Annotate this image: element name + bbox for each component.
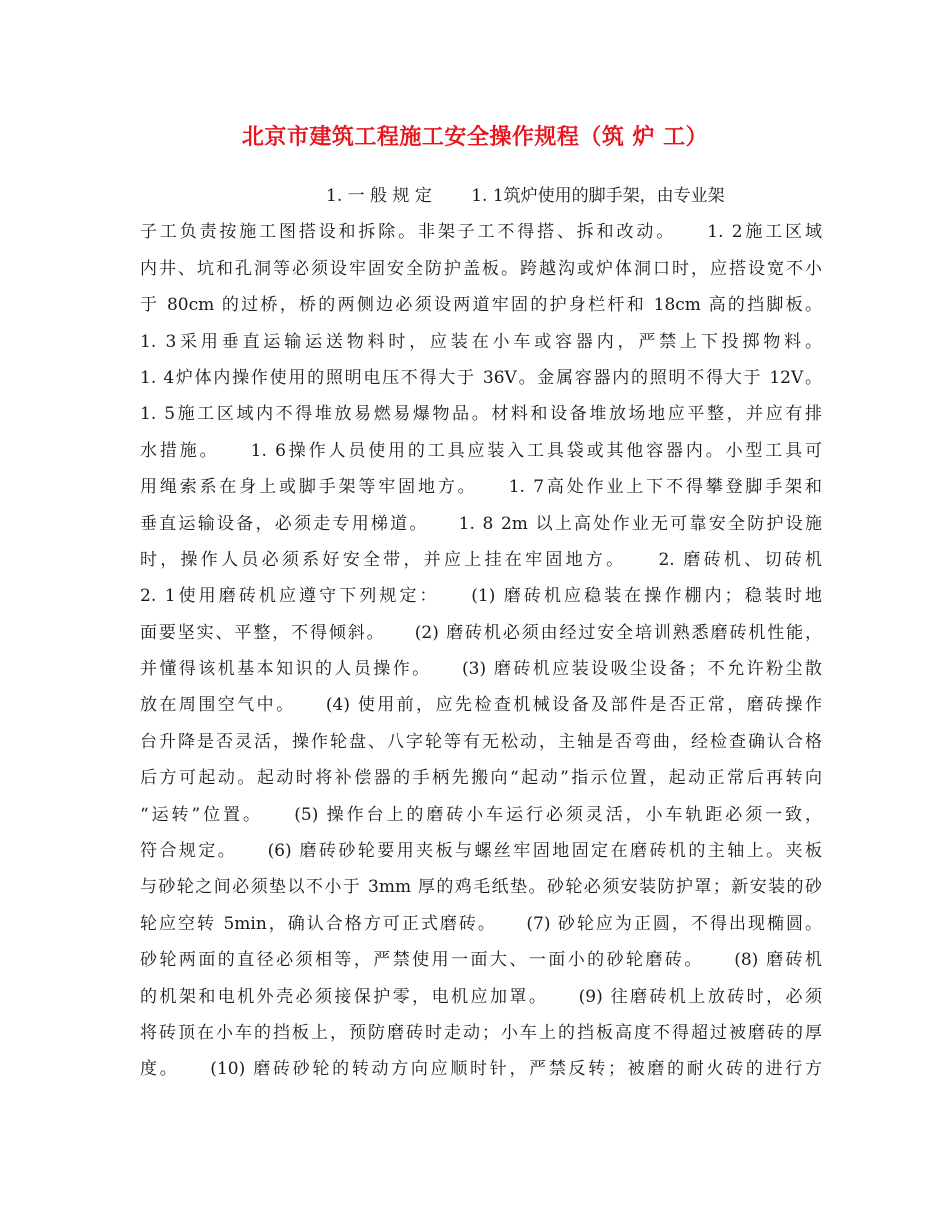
text-line: 1. 一 般 规 定 1. 1筑炉使用的脚手架，由专业架 (326, 186, 725, 206)
text-line: 面要坚实、平整，不得倾斜。 (2) 磨砖机必须由经过安全培训熟悉磨砖机性能， (140, 622, 822, 643)
text-line: 用绳索系在身上或脚手架等牢固地方。 1. 7高处作业上下不得攀登脚手架和 (140, 477, 822, 498)
text-line: 的机架和电机外壳必须接保护零，电机应加罩。 (9) 往磨砖机上放砖时，必须 (140, 986, 822, 1007)
text-line: 子工负责按施工图搭设和拆除。非架子工不得搭、拆和改动。 1. 2施工区域 (140, 222, 822, 243)
text-line: 台升降是否灵活，操作轮盘、八字轮等有无松动，主轴是否弯曲，经检查确认合格 (140, 731, 822, 752)
text-line: “运转”位置。 (5) 操作台上的磨砖小车运行必须灵活，小车轨距必须一致， (140, 804, 822, 825)
text-line: 并懂得该机基本知识的人员操作。 (3) 磨砖机应装设吸尘设备；不允许粉尘散 (140, 659, 822, 680)
document-body (140, 178, 822, 1088)
text-line: 于 80cm 的过桥，桥的两侧边必须设两道牢固的护身栏杆和 18cm 高的挡脚板。 (140, 295, 822, 316)
text-line: 符合规定。 (6) 磨砖砂轮要用夹板与螺丝牢固地固定在磨砖机的主轴上。夹板 (140, 841, 822, 862)
text-line: 将砖顶在小车的挡板上，预防磨砖时走动；小车上的挡板高度不得超过被磨砖的厚 (140, 1022, 822, 1043)
text-line: 1. 3采用垂直运输运送物料时，应装在小车或容器内，严禁上下投掷物料。 (140, 331, 822, 352)
text-line: 轮应空转 5min，确认合格方可正式磨砖。 (7) 砂轮应为正圆，不得出现椭圆。 (140, 913, 822, 934)
text-line: 后方可起动。起动时将补偿器的手柄先搬向“起动”指示位置，起动正常后再转向 (140, 768, 822, 789)
text-line: 与砂轮之间必须垫以不小于 3mm 厚的鸡毛纸垫。砂轮必须安装防护罩；新安装的砂 (140, 877, 822, 898)
text-line: 1. 5施工区域内不得堆放易燃易爆物品。材料和设备堆放场地应平整，并应有排 (140, 404, 822, 425)
document-title: 北京市建筑工程施工安全操作规程（筑 炉 工） (241, 124, 709, 150)
text-line: 垂直运输设备，必须走专用梯道。 1. 8 2m 以上高处作业无可靠安全防护设施 (140, 513, 822, 534)
text-line: 放在周围空气中。 (4) 使用前，应先检查机械设备及部件是否正常，磨砖操作 (140, 695, 822, 716)
text-line: 2. 1使用磨砖机应遵守下列规定： (1) 磨砖机应稳装在操作棚内；稳装时地 (140, 586, 822, 607)
text-line: 内井、坑和孔洞等必须设牢固安全防护盖板。跨越沟或炉体洞口时，应搭设宽不小 (140, 258, 822, 279)
text-line: 时，操作人员必须系好安全带，并应上挂在牢固地方。 2. 磨砖机、切砖机 (140, 549, 822, 570)
text-line: 砂轮两面的直径必须相等，严禁使用一面大、一面小的砂轮磨砖。 (8) 磨砖机 (140, 950, 822, 971)
text-line: 度。 (10) 磨砖砂轮的转动方向应顺时针，严禁反转；被磨的耐火砖的进行方 (140, 1059, 822, 1080)
text-line: 水措施。 1. 6操作人员使用的工具应装入工具袋或其他容器内。小型工具可 (140, 440, 822, 461)
text-line: 1. 4炉体内操作使用的照明电压不得大于 36V。金属容器内的照明不得大于 12V。 (140, 367, 822, 388)
